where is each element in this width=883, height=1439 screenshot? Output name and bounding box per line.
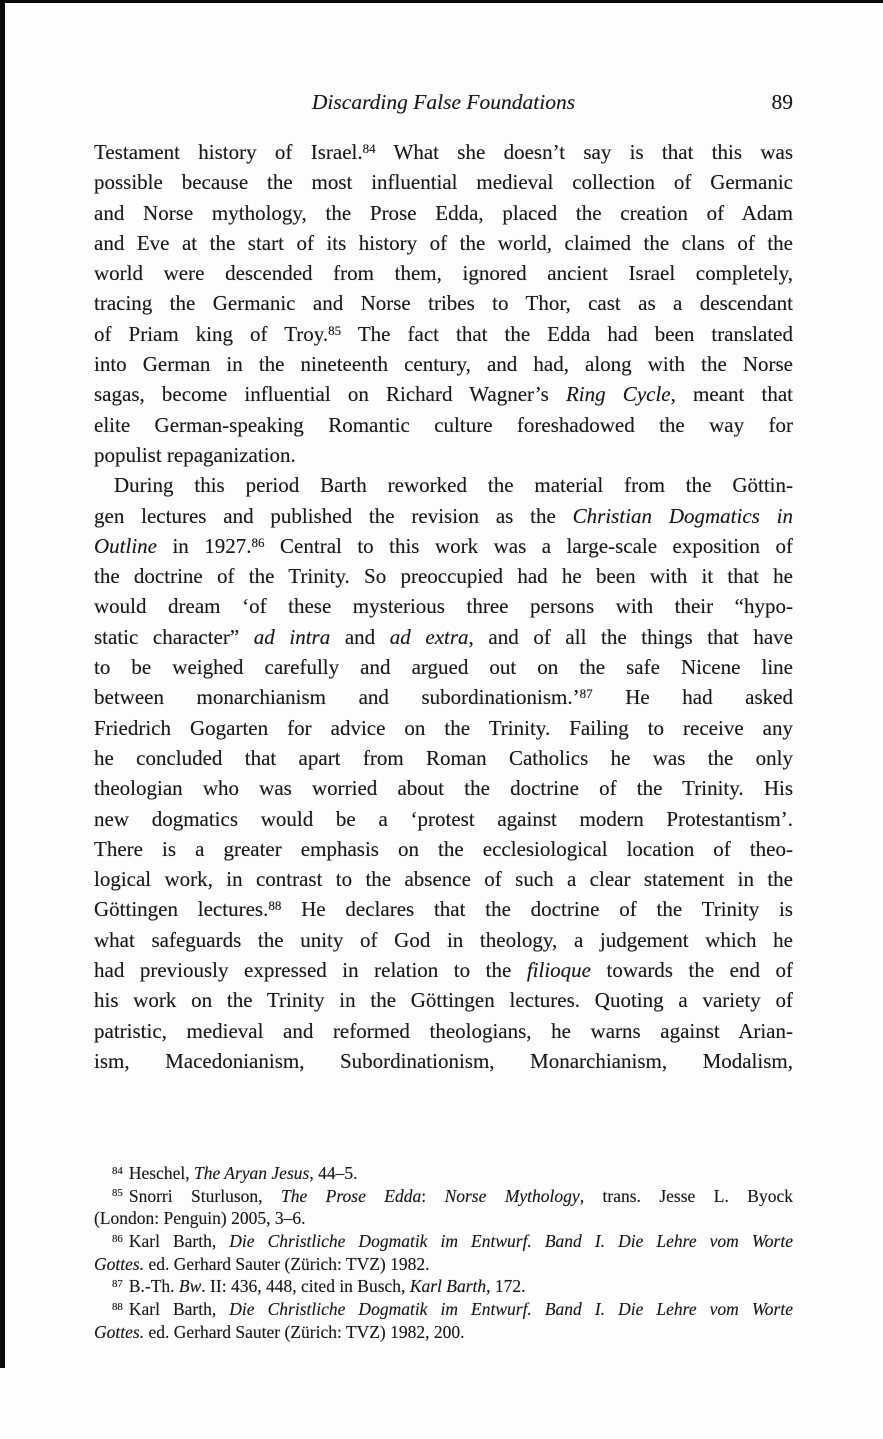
italic-text: Ring Cycle <box>565 382 671 407</box>
text-line <box>94 743 793 773</box>
footnote-marker: 85 <box>328 322 342 338</box>
italic-text: ad extra <box>389 624 469 649</box>
text-line <box>94 410 793 440</box>
text-segment: , 44–5. <box>309 1163 358 1183</box>
text-line <box>94 1275 793 1298</box>
text-line <box>94 167 793 197</box>
text-segment: B.-Th. <box>128 1276 179 1297</box>
text-segment: had previously expressed in relation to the <box>94 958 527 983</box>
text-line <box>94 1321 793 1344</box>
text-segment: Karl Barth, <box>128 1299 230 1320</box>
text-segment: possible because the most influential medieval collection of Germanic <box>94 170 793 195</box>
text-line <box>94 1298 793 1321</box>
text-segment: . II: 436, 448, cited in Busch, <box>201 1276 410 1297</box>
scan-edge-top <box>0 0 883 3</box>
text-segment: world were descended from them, ignored ancient Israel completely, <box>94 261 793 286</box>
text-segment: and Norse mythology, the Prose Edda, placed the creation of Adam <box>94 200 793 225</box>
text-line <box>94 1230 793 1253</box>
text-line <box>94 834 793 864</box>
text-segment: into German in the nineteenth century, and had, along with the Norse <box>94 352 793 377</box>
footnote-marker: 84 <box>362 140 376 156</box>
text-line <box>94 985 793 1015</box>
text-segment: ed. Gerhard Sauter (Zürich: TVZ) 1982, 200. <box>144 1321 465 1342</box>
text-segment: populist repaganization. <box>94 442 296 467</box>
footnote-marker: 87 <box>579 686 593 702</box>
page-number: 89 <box>771 90 793 114</box>
text-segment: There is a greater emphasis on the ecclesiological location of theo- <box>94 836 793 861</box>
text-line <box>94 288 793 318</box>
text-segment: Central to this work was a large-scale exposition of <box>264 533 793 558</box>
text-segment: would dream ‘of these mysterious three persons with their “hypo- <box>94 594 793 619</box>
italic-text: The Prose Edda <box>280 1185 422 1206</box>
text-segment: tracing the Germanic and Norse tribes to Thor, cast as a descendant <box>94 291 793 316</box>
text-line <box>94 319 793 349</box>
text-line <box>94 258 793 288</box>
footnotes <box>94 1162 793 1344</box>
text-segment: to be weighed carefully and argued out on the safe Nicene line <box>94 655 793 680</box>
text-segment: Karl Barth, <box>128 1231 230 1252</box>
text-segment: The fact that the Edda had been translated <box>341 321 793 346</box>
text-line <box>94 894 793 924</box>
text-line <box>94 713 793 743</box>
text-line <box>94 955 793 985</box>
text-segment: Heschel, <box>128 1163 194 1183</box>
italic-text: Gottes. <box>94 1253 145 1274</box>
text-line <box>94 1253 793 1276</box>
text-segment: theologian who was worried about the doctrine of the Trinity. His <box>94 776 793 801</box>
text-segment: static character” <box>94 624 254 649</box>
text-segment: he concluded that apart from Roman Catholics he was the only <box>94 745 793 770</box>
text-segment: : <box>421 1185 445 1206</box>
italic-text: Die Christliche Dogmatik im Entwurf. Band I. Die Lehre vom Worte <box>229 1231 793 1252</box>
text-segment: and Eve at the start of its history of the world, claimed the clans of the <box>94 230 793 255</box>
text-line <box>94 228 793 258</box>
text-segment: Testament history of Israel. <box>94 140 363 164</box>
text-segment: his work on the Trinity in the Göttingen lectures. Quoting a variety of <box>94 988 793 1013</box>
text-line <box>94 379 793 409</box>
text-segment: , and of all the things that have <box>468 624 793 649</box>
body-text <box>94 137 793 1076</box>
italic-text: Norse Mythology <box>444 1185 580 1206</box>
text-line <box>94 470 793 500</box>
running-head <box>94 87 793 118</box>
text-segment: the doctrine of the Trinity. So preoccupied had he been with it that he <box>94 564 793 589</box>
footnote-marker: 88 <box>268 898 282 914</box>
text-line <box>94 591 793 621</box>
text-segment: what safeguards the unity of God in theology, a judgement which he <box>94 927 793 952</box>
footnote-marker: 86 <box>251 534 265 550</box>
text-segment: logical work, in contrast to the absence of such a clear statement in the <box>94 867 793 892</box>
italic-text: filioque <box>526 958 591 983</box>
running-head-title: Discarding False Foundations <box>311 90 576 114</box>
text-line <box>94 198 793 228</box>
text-segment: of Priam king of Troy. <box>94 321 329 346</box>
text-line <box>94 1046 793 1076</box>
scan-edge-left <box>0 0 5 1368</box>
text-line <box>94 682 793 712</box>
italic-text: Outline <box>94 533 157 558</box>
text-line <box>94 137 793 167</box>
text-line <box>94 349 793 379</box>
text-segment: , 172. <box>486 1276 526 1297</box>
text-segment: patristic, medieval and reformed theologians, he warns against Arian- <box>94 1018 793 1043</box>
text-line <box>94 1207 793 1230</box>
text-segment: new dogmatics would be a ‘protest against modern Protestantism’. <box>94 806 793 831</box>
text-line <box>94 501 793 531</box>
text-segment: During this period Barth reworked the material from the Göttin- <box>114 473 793 498</box>
text-line <box>94 773 793 803</box>
text-segment: , meant that <box>670 382 793 407</box>
text-segment: elite German-speaking Romantic culture foreshadowed the way for <box>94 412 793 437</box>
italic-text: Christian Dogmatics in <box>572 503 793 528</box>
italic-text: ad intra <box>253 624 331 649</box>
text-segment: (London: Penguin) 2005, 3–6. <box>94 1208 306 1229</box>
text-segment: sagas, become influential on Richard Wagner’s <box>94 382 566 407</box>
italic-text: Karl Barth <box>409 1276 487 1297</box>
italic-text: Bw <box>178 1276 202 1297</box>
text-segment: between monarchianism and subordinationism.’ <box>94 685 580 710</box>
text-segment: and <box>330 624 390 649</box>
footnote-marker: 84 <box>112 1164 123 1177</box>
text-segment: Göttingen lectures. <box>94 897 269 922</box>
text-segment: He declares that the doctrine of the Trinity is <box>281 897 793 922</box>
text-segment: Friedrich Gogarten for advice on the Trinity. Failing to receive any <box>94 715 793 740</box>
italic-text: Gottes. <box>94 1321 145 1342</box>
footnote-marker: 85 <box>112 1187 123 1200</box>
text-line <box>94 1162 793 1185</box>
text-line <box>94 652 793 682</box>
footnote-marker: 87 <box>112 1278 123 1291</box>
text-segment: Snorri Sturluson, <box>128 1185 281 1206</box>
footnote-marker: 86 <box>112 1232 123 1245</box>
text-line <box>94 1016 793 1046</box>
text-line <box>94 1185 793 1208</box>
text-line <box>94 561 793 591</box>
text-segment: towards the end of <box>590 958 793 983</box>
text-line <box>94 925 793 955</box>
text-line <box>94 622 793 652</box>
text-segment: What she doesn’t say is that this was <box>375 140 793 164</box>
text-line <box>94 804 793 834</box>
text-segment: ism, Macedonianism, Subordinationism, Monarchianism, Modalism, <box>94 1048 793 1073</box>
text-segment: in 1927. <box>157 533 252 558</box>
text-segment: He had asked <box>592 685 793 710</box>
text-line <box>94 864 793 894</box>
footnote-marker: 88 <box>112 1300 123 1313</box>
text-segment: ed. Gerhard Sauter (Zürich: TVZ) 1982. <box>144 1253 430 1274</box>
italic-text: Die Christliche Dogmatik im Entwurf. Band I. Die Lehre vom Worte <box>229 1299 793 1320</box>
text-line <box>94 531 793 561</box>
text-line <box>94 440 793 470</box>
italic-text: The Aryan Jesus <box>193 1163 310 1183</box>
text-segment: gen lectures and published the revision as the <box>94 503 573 528</box>
text-segment: , trans. Jesse L. Byock <box>579 1185 793 1206</box>
